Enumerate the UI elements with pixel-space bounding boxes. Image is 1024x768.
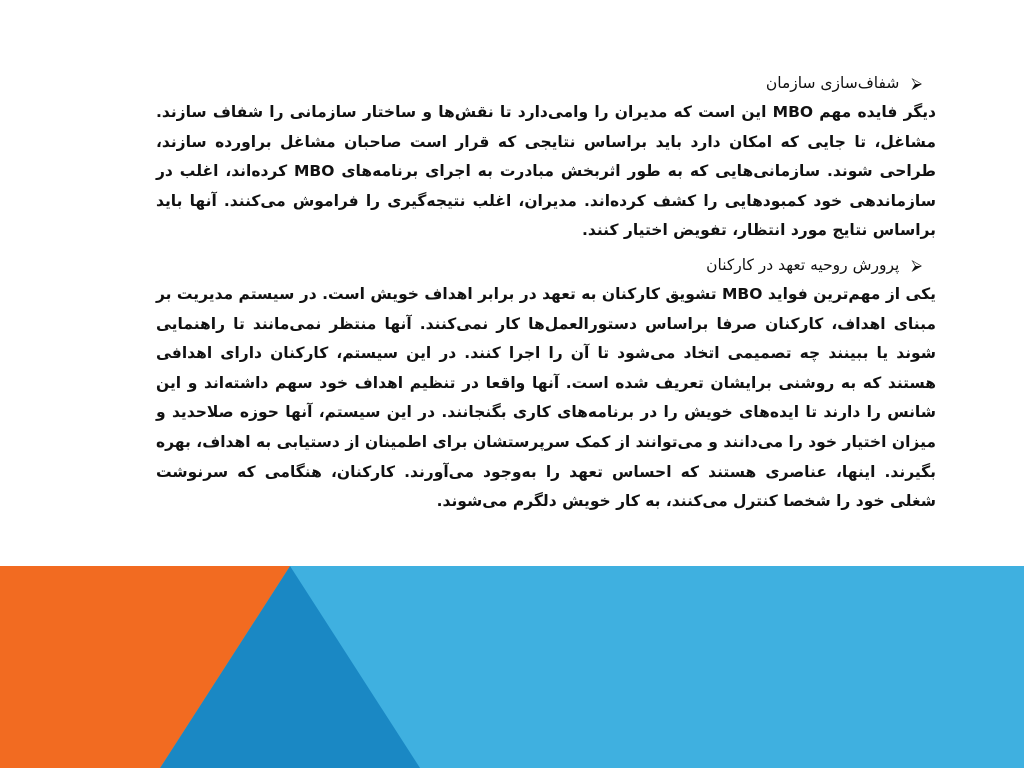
slide-content <box>110 70 937 523</box>
bullet-title: شفاف‌سازی سازمان <box>765 74 900 92</box>
bullet-heading-transparency <box>110 70 922 96</box>
arrow-bullet-icon: ⮚ <box>911 74 922 92</box>
bullet-title: پرورش روحیه تعهد در کارکنان <box>706 255 900 274</box>
bullet-heading-commitment <box>110 252 922 278</box>
arrow-bullet-icon: ⮚ <box>911 255 922 274</box>
paragraph-commitment: یکی از مهم‌ترین فواید MBO تشویق کارکنان به تعهد در برابر اهداف خویش است. در سیستم مدیریت بر مبنای اهداف، کارکنان صرفا براساس دستورالعمل‌ها کار نمی‌کنند. آنها منتظر نمی‌مانند تا راهنمایی شوند یا ببینند چه تصمیمی اتخاد می‌شود تا آن را اجرا کنند. در این سیستم، کارکنان دارای اهدافی هستند که به روشنی برایشان تعریف شده است. آنها واقعا در تنظیم اهداف خود سهم داشته‌اند و این شانس را دارند تا ایده‌های خویش را در برنامه‌های کاری بگنجانند. در این سیستم، آنها حوزه صلاحدید و میزان اختیار خود را می‌دانند و می‌توانند از کمک سرپرستشان برای اطمینان از دستیابی به اهداف، بهره بگیرند. اینها، عناصری هستند که احساس تعهد را به‌وجود می‌آورند. کارکنان، هنگامی که سرنوشت شغلی خود را شخصا کنترل می‌کنند، به کار خویش دلگرم می‌شوند. <box>156 284 936 511</box>
paragraph-transparency: دیگر فایده مهم MBO این است که مدیران را وامی‌دارد تا نقش‌ها و ساختار سازمانی را شفاف سازند. مشاغل، تا جایی که امکان دارد باید براساس نتایجی که قرار است صاحبان مشاغل براورده سازند، طراحی شوند. سازمانی‌هایی که به طور اثربخش مبادرت به اجرای برنامه‌های MBO کرده‌اند، اغلب در سازماندهی خود کمبودهایی را کشف کرده‌اند. مدیران، اغلب نتیجه‌گیری را فراموش می‌کنند. آنها باید براساس نتایج مورد انتظار، تفویض اختیار کنند. <box>156 103 937 240</box>
